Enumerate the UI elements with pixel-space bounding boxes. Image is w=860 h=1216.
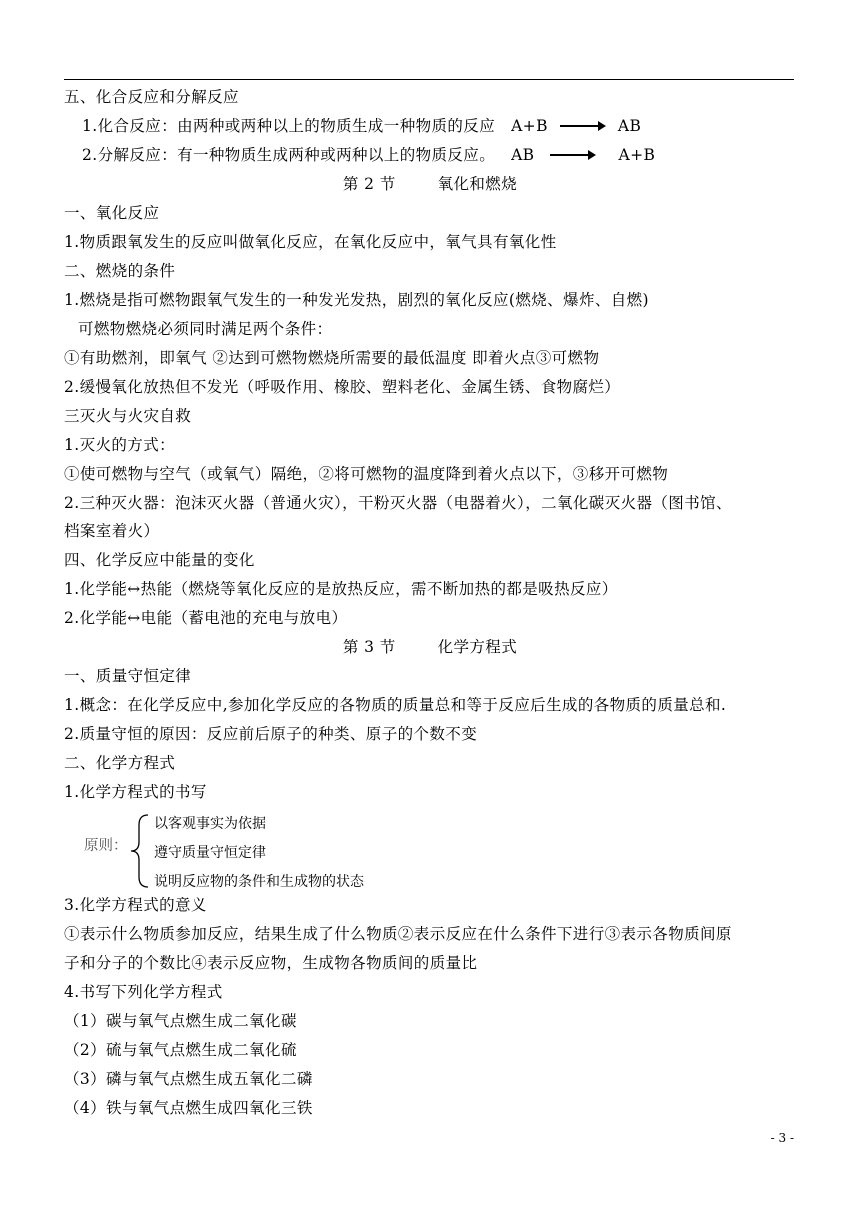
text-line: ①表示什么物质参加反应，结果生成了什么物质②表示反应在什么条件下进行③表示各物质间原 [64, 925, 732, 943]
text-line: 二、燃烧的条件 [64, 262, 176, 280]
combination-rhs: AB [617, 117, 642, 135]
principle-item: 以客观事实为依据 [154, 816, 266, 832]
text-line: 2.三种灭火器：泡沫灭火器（普通火灾），干粉灭火器（电器着火），二氧化碳灭火器（图书馆、 [64, 494, 732, 512]
section-2-number: 第 2 节 [342, 175, 396, 193]
header-rule [64, 79, 794, 80]
text-line: 1.化学方程式的书写 [64, 783, 207, 801]
text-line: 1.概念：在化学反应中,参加化学反应的各物质的质量总和等于反应后生成的各物质的质量总和. [64, 696, 727, 714]
reaction-arrow-icon [560, 125, 604, 127]
text-line: 三灭火与火灾自救 [64, 407, 192, 425]
text-line: 1.物质跟氧发生的反应叫做氧化反应，在氧化反应中，氧气具有氧化性 [64, 233, 557, 251]
text-line: 1.灭火的方式： [64, 436, 175, 454]
text-line: 四、化学反应中能量的变化 [64, 551, 255, 569]
curly-brace-icon [128, 812, 152, 890]
text-line: （3）磷与氧气点燃生成五氧化二磷 [64, 1070, 313, 1088]
text-line: ①使可燃物与空气（或氧气）隔绝，②将可燃物的温度降到着火点以下，③移开可燃物 [64, 465, 669, 483]
reaction-arrow-icon [550, 154, 594, 156]
text-line: （1）碳与氧气点燃生成二氧化碳 [64, 1012, 297, 1030]
page-number: - 3 - [770, 1131, 794, 1145]
principle-item: 遵守质量守恒定律 [154, 845, 266, 861]
principle-item: 说明反应物的条件和生成物的状态 [154, 874, 364, 890]
text-line: ①有助燃剂，即氧气 ②达到可燃物燃烧所需要的最低温度 即着火点③可燃物 [64, 349, 600, 367]
text-line: （4）铁与氧气点燃生成四氧化三铁 [64, 1099, 313, 1117]
text-line: 一、质量守恒定律 [64, 667, 192, 685]
section-3-title [0, 636, 860, 658]
section-heading-combination-decomposition: 五、化合反应和分解反应 [64, 88, 239, 106]
text-line: 子和分子的个数比④表示反应物，生成物各物质间的质量比 [64, 954, 478, 972]
text-line: 4.书写下列化学方程式 [64, 983, 223, 1001]
principles-label: 原则： [84, 838, 128, 854]
decomposition-rhs: A+B [618, 146, 656, 164]
text-line: 2.缓慢氧化放热但不发光（呼吸作用、橡胶、塑料老化、金属生锈、食物腐烂） [64, 378, 621, 396]
combination-text: 1.化合反应：由两种或两种以上的物质生成一种物质的反应 [82, 117, 496, 135]
text-line: 一、氧化反应 [64, 204, 160, 222]
text-line: 2.化学能↔电能（蓄电池的充电与放电） [64, 609, 348, 627]
section-3-number: 第 3 节 [342, 638, 396, 656]
decomposition-reaction-line [82, 144, 655, 166]
text-line: 2.质量守恒的原因：反应前后原子的种类、原子的个数不变 [64, 725, 478, 743]
principles-diagram [84, 812, 404, 892]
section-2-name: 氧化和燃烧 [437, 175, 518, 193]
decomposition-lhs: AB [511, 146, 535, 164]
decomposition-text: 2.分解反应：有一种物质生成两种或两种以上的物质反应。 [82, 146, 496, 164]
text-line: 1.化学能↔热能（燃烧等氧化反应的是放热反应，需不断加热的都是吸热反应） [64, 580, 618, 598]
combination-reaction-line [82, 115, 641, 137]
text-line: 二、化学方程式 [64, 754, 176, 772]
text-line: （2）硫与氧气点燃生成二氧化硫 [64, 1041, 297, 1059]
text-line: 可燃物燃烧必须同时满足两个条件： [78, 320, 333, 338]
section-3-name: 化学方程式 [437, 638, 518, 656]
section-2-title [0, 173, 860, 195]
combination-lhs: A+B [511, 117, 548, 135]
text-line: 1.燃烧是指可燃物跟氧气发生的一种发光发热，剧烈的氧化反应(燃烧、爆炸、自燃) [64, 291, 649, 309]
text-line: 档案室着火） [64, 522, 160, 540]
text-line: 3.化学方程式的意义 [64, 896, 207, 914]
